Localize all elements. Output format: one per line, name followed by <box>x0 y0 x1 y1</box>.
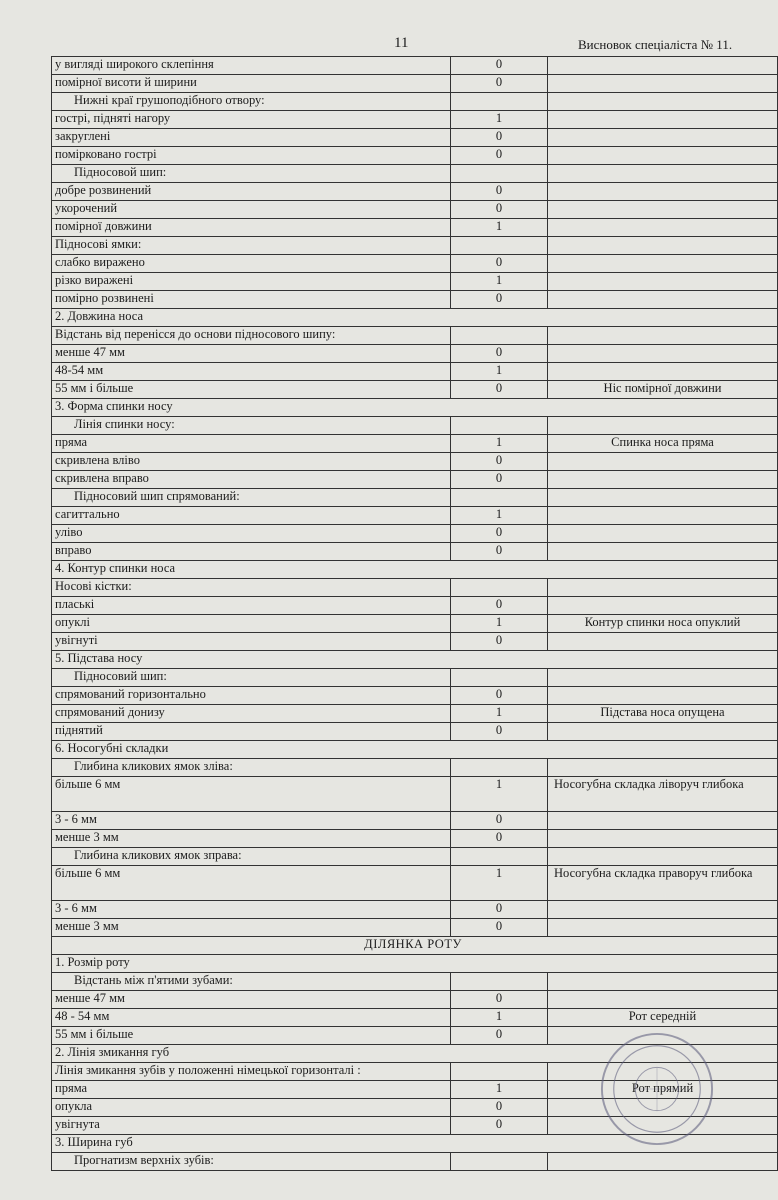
table-row <box>52 525 778 543</box>
table-row <box>52 183 778 201</box>
table-row <box>52 273 778 291</box>
table-row <box>52 597 778 615</box>
conclusion-cell <box>548 901 778 919</box>
table-body <box>52 57 778 1171</box>
criterion-label: більше 6 мм <box>52 777 451 812</box>
section-heading: 2. Довжина носа <box>52 309 778 327</box>
table-row <box>52 489 778 507</box>
criterion-value: 1 <box>451 507 548 525</box>
conclusion-cell: Підстава носа опущена <box>548 705 778 723</box>
table-row <box>52 615 778 633</box>
criterion-value: 0 <box>451 183 548 201</box>
criterion-label: Відстань від перенісся до основи підносового шипу: <box>52 327 451 345</box>
criterion-label: скривлена вліво <box>52 453 451 471</box>
criterion-value: 0 <box>451 291 548 309</box>
table-row <box>52 848 778 866</box>
conclusion-cell <box>548 57 778 75</box>
table-row <box>52 651 778 669</box>
table-row <box>52 57 778 75</box>
conclusion-cell <box>548 1063 778 1081</box>
criterion-label: Лінія спинки носу: <box>52 417 451 435</box>
conclusion-cell: Носогубна складка праворуч глибока <box>548 866 778 901</box>
expert-conclusion-table <box>51 56 778 1171</box>
conclusion-cell <box>548 273 778 291</box>
criterion-label: увігнуті <box>52 633 451 651</box>
criterion-value: 0 <box>451 633 548 651</box>
criterion-value: 0 <box>451 812 548 830</box>
criterion-value: 0 <box>451 57 548 75</box>
table-row <box>52 1117 778 1135</box>
criterion-value: 0 <box>451 687 548 705</box>
criterion-label: вправо <box>52 543 451 561</box>
criterion-label: менше 47 мм <box>52 345 451 363</box>
criterion-label: Носові кістки: <box>52 579 451 597</box>
table-row <box>52 471 778 489</box>
conclusion-cell <box>548 129 778 147</box>
table-row <box>52 955 778 973</box>
conclusion-cell <box>548 345 778 363</box>
conclusion-cell <box>548 687 778 705</box>
table-row <box>52 201 778 219</box>
table-row <box>52 453 778 471</box>
conclusion-cell <box>548 1099 778 1117</box>
criterion-value: 0 <box>451 543 548 561</box>
section-heading: 5. Підстава носу <box>52 651 778 669</box>
criterion-value <box>451 417 548 435</box>
table-row <box>52 165 778 183</box>
conclusion-cell: Контур спинки носа опуклий <box>548 615 778 633</box>
table-row <box>52 579 778 597</box>
criterion-value: 0 <box>451 255 548 273</box>
criterion-label: Прогнатизм верхніх зубів: <box>52 1153 451 1171</box>
conclusion-cell <box>548 1027 778 1045</box>
table-row <box>52 866 778 901</box>
table-row <box>52 255 778 273</box>
table-row <box>52 129 778 147</box>
table-row <box>52 741 778 759</box>
table-row <box>52 1099 778 1117</box>
table-row <box>52 435 778 453</box>
criterion-label: спрямований горизонтально <box>52 687 451 705</box>
conclusion-cell <box>548 973 778 991</box>
table-row <box>52 1009 778 1027</box>
criterion-value <box>451 237 548 255</box>
criterion-value <box>451 669 548 687</box>
conclusion-cell <box>548 237 778 255</box>
conclusion-cell <box>548 1117 778 1135</box>
conclusion-cell <box>548 919 778 937</box>
table-row <box>52 363 778 381</box>
table-row <box>52 327 778 345</box>
criterion-label: менше 3 мм <box>52 919 451 937</box>
criterion-label: Підносовий шип: <box>52 669 451 687</box>
criterion-label: помірної висоти й ширини <box>52 75 451 93</box>
table-row <box>52 1027 778 1045</box>
conclusion-cell <box>548 417 778 435</box>
document-reference: Висновок спеціаліста № 11. <box>578 37 733 52</box>
criterion-value: 1 <box>451 777 548 812</box>
conclusion-cell <box>548 93 778 111</box>
conclusion-cell: Рот прямий <box>548 1081 778 1099</box>
section-heading: 6. Носогубні складки <box>52 741 778 759</box>
section-heading: 1. Розмір роту <box>52 955 778 973</box>
table-row <box>52 561 778 579</box>
criterion-value: 0 <box>451 919 548 937</box>
conclusion-cell <box>548 1153 778 1171</box>
criterion-value: 1 <box>451 866 548 901</box>
criterion-value: 1 <box>451 1009 548 1027</box>
conclusion-cell <box>548 579 778 597</box>
table-row <box>52 919 778 937</box>
table-row <box>52 291 778 309</box>
table-row <box>52 669 778 687</box>
criterion-value: 0 <box>451 597 548 615</box>
criterion-label: пряма <box>52 435 451 453</box>
conclusion-cell <box>548 111 778 129</box>
table-row <box>52 1153 778 1171</box>
conclusion-cell <box>548 525 778 543</box>
criterion-label: укорочений <box>52 201 451 219</box>
criterion-value <box>451 165 548 183</box>
criterion-value: 0 <box>451 991 548 1009</box>
table-row <box>52 830 778 848</box>
table-row <box>52 507 778 525</box>
table-row <box>52 937 778 955</box>
table-row <box>52 219 778 237</box>
conclusion-cell <box>548 327 778 345</box>
criterion-label: скривлена вправо <box>52 471 451 489</box>
criterion-label: Підносовий шип спрямований: <box>52 489 451 507</box>
criterion-label: 3 - 6 мм <box>52 901 451 919</box>
conclusion-cell <box>548 75 778 93</box>
table-row <box>52 111 778 129</box>
conclusion-cell <box>548 991 778 1009</box>
criterion-label: менше 47 мм <box>52 991 451 1009</box>
table-row <box>52 1135 778 1153</box>
table-row <box>52 75 778 93</box>
criterion-label: увігнута <box>52 1117 451 1135</box>
section-heading: 3. Ширина губ <box>52 1135 778 1153</box>
conclusion-cell: Ніс помірної довжини <box>548 381 778 399</box>
conclusion-cell <box>548 507 778 525</box>
criterion-label: Підносовой шип: <box>52 165 451 183</box>
criterion-value: 1 <box>451 273 548 291</box>
conclusion-cell: Рот середній <box>548 1009 778 1027</box>
criterion-label: спрямований донизу <box>52 705 451 723</box>
conclusion-cell <box>548 759 778 777</box>
conclusion-cell: Спинка носа пряма <box>548 435 778 453</box>
table-row <box>52 973 778 991</box>
conclusion-cell <box>548 669 778 687</box>
criterion-label: опукла <box>52 1099 451 1117</box>
table-row <box>52 991 778 1009</box>
conclusion-cell <box>548 183 778 201</box>
criterion-value: 0 <box>451 1099 548 1117</box>
criterion-label: помірної довжини <box>52 219 451 237</box>
table-row <box>52 309 778 327</box>
zone-heading: ДІЛЯНКА РОТУ <box>52 937 778 955</box>
criterion-label: Відстань між п'ятими зубами: <box>52 973 451 991</box>
table-row <box>52 687 778 705</box>
table-row <box>52 543 778 561</box>
criterion-value: 1 <box>451 111 548 129</box>
page-number: 11 <box>394 35 409 51</box>
criterion-label: Нижні краї грушоподібного отвору: <box>52 93 451 111</box>
section-heading: 2. Лінія змикання губ <box>52 1045 778 1063</box>
criterion-value <box>451 1153 548 1171</box>
criterion-value: 0 <box>451 201 548 219</box>
criterion-value: 0 <box>451 901 548 919</box>
criterion-value: 1 <box>451 705 548 723</box>
criterion-label: Підносові ямки: <box>52 237 451 255</box>
criterion-label: Глибина кликових ямок зліва: <box>52 759 451 777</box>
criterion-label: більше 6 мм <box>52 866 451 901</box>
table-row <box>52 723 778 741</box>
table-row <box>52 1081 778 1099</box>
criterion-value <box>451 93 548 111</box>
criterion-value <box>451 848 548 866</box>
criterion-label: закруглені <box>52 129 451 147</box>
criterion-value: 1 <box>451 1081 548 1099</box>
criterion-label: слабко виражено <box>52 255 451 273</box>
section-heading: 3. Форма спинки носу <box>52 399 778 417</box>
criterion-value <box>451 489 548 507</box>
criterion-label: добре розвинений <box>52 183 451 201</box>
conclusion-cell <box>548 723 778 741</box>
table-row <box>52 237 778 255</box>
table-row <box>52 759 778 777</box>
conclusion-cell <box>548 255 778 273</box>
criterion-label: уліво <box>52 525 451 543</box>
table-row <box>52 777 778 812</box>
conclusion-cell <box>548 147 778 165</box>
table-row <box>52 1045 778 1063</box>
criterion-value: 0 <box>451 471 548 489</box>
criterion-value: 1 <box>451 219 548 237</box>
conclusion-cell <box>548 830 778 848</box>
criterion-label: піднятий <box>52 723 451 741</box>
criterion-value: 0 <box>451 830 548 848</box>
criterion-label: помірно розвинені <box>52 291 451 309</box>
criterion-value: 1 <box>451 363 548 381</box>
conclusion-cell <box>548 219 778 237</box>
criterion-label: помірковано гострі <box>52 147 451 165</box>
conclusion-cell <box>548 165 778 183</box>
table-row <box>52 381 778 399</box>
conclusion-cell <box>548 543 778 561</box>
criterion-label: Лінія змикання зубів у положенні німецької горизонталі : <box>52 1063 451 1081</box>
conclusion-cell <box>548 471 778 489</box>
criterion-label: у вигляді широкого склепіння <box>52 57 451 75</box>
table-row <box>52 901 778 919</box>
conclusion-cell <box>548 489 778 507</box>
table-row <box>52 93 778 111</box>
table-row <box>52 417 778 435</box>
criterion-value <box>451 759 548 777</box>
criterion-value: 0 <box>451 1027 548 1045</box>
criterion-label: 55 мм і більше <box>52 1027 451 1045</box>
criterion-label: плаські <box>52 597 451 615</box>
conclusion-cell <box>548 812 778 830</box>
conclusion-cell <box>548 597 778 615</box>
criterion-label: опуклі <box>52 615 451 633</box>
conclusion-cell <box>548 291 778 309</box>
conclusion-cell <box>548 363 778 381</box>
criterion-label: Глибина кликових ямок зправа: <box>52 848 451 866</box>
criterion-value: 0 <box>451 525 548 543</box>
expert-conclusion-table-wrap <box>51 56 777 1171</box>
criterion-value: 0 <box>451 453 548 471</box>
table-row <box>52 705 778 723</box>
criterion-label: пряма <box>52 1081 451 1099</box>
conclusion-cell <box>548 453 778 471</box>
criterion-value: 0 <box>451 75 548 93</box>
conclusion-cell <box>548 848 778 866</box>
table-row <box>52 812 778 830</box>
criterion-label: сагиттально <box>52 507 451 525</box>
criterion-value: 0 <box>451 147 548 165</box>
criterion-value: 0 <box>451 1117 548 1135</box>
criterion-label: 48-54 мм <box>52 363 451 381</box>
criterion-value: 0 <box>451 723 548 741</box>
table-row <box>52 345 778 363</box>
conclusion-cell <box>548 633 778 651</box>
page-header <box>0 35 778 57</box>
criterion-value: 1 <box>451 435 548 453</box>
criterion-value: 0 <box>451 345 548 363</box>
criterion-value: 0 <box>451 381 548 399</box>
table-row <box>52 399 778 417</box>
table-row <box>52 633 778 651</box>
criterion-value <box>451 579 548 597</box>
criterion-value <box>451 1063 548 1081</box>
section-heading: 4. Контур спинки носа <box>52 561 778 579</box>
criterion-label: 55 мм і більше <box>52 381 451 399</box>
criterion-value <box>451 973 548 991</box>
criterion-label: гострі, підняті нагору <box>52 111 451 129</box>
criterion-value: 1 <box>451 615 548 633</box>
conclusion-cell: Носогубна складка ліворуч глибока <box>548 777 778 812</box>
criterion-value: 0 <box>451 129 548 147</box>
table-row <box>52 1063 778 1081</box>
conclusion-cell <box>548 201 778 219</box>
criterion-label: менше 3 мм <box>52 830 451 848</box>
criterion-label: 48 - 54 мм <box>52 1009 451 1027</box>
criterion-label: 3 - 6 мм <box>52 812 451 830</box>
criterion-value <box>451 327 548 345</box>
criterion-label: різко виражені <box>52 273 451 291</box>
table-row <box>52 147 778 165</box>
